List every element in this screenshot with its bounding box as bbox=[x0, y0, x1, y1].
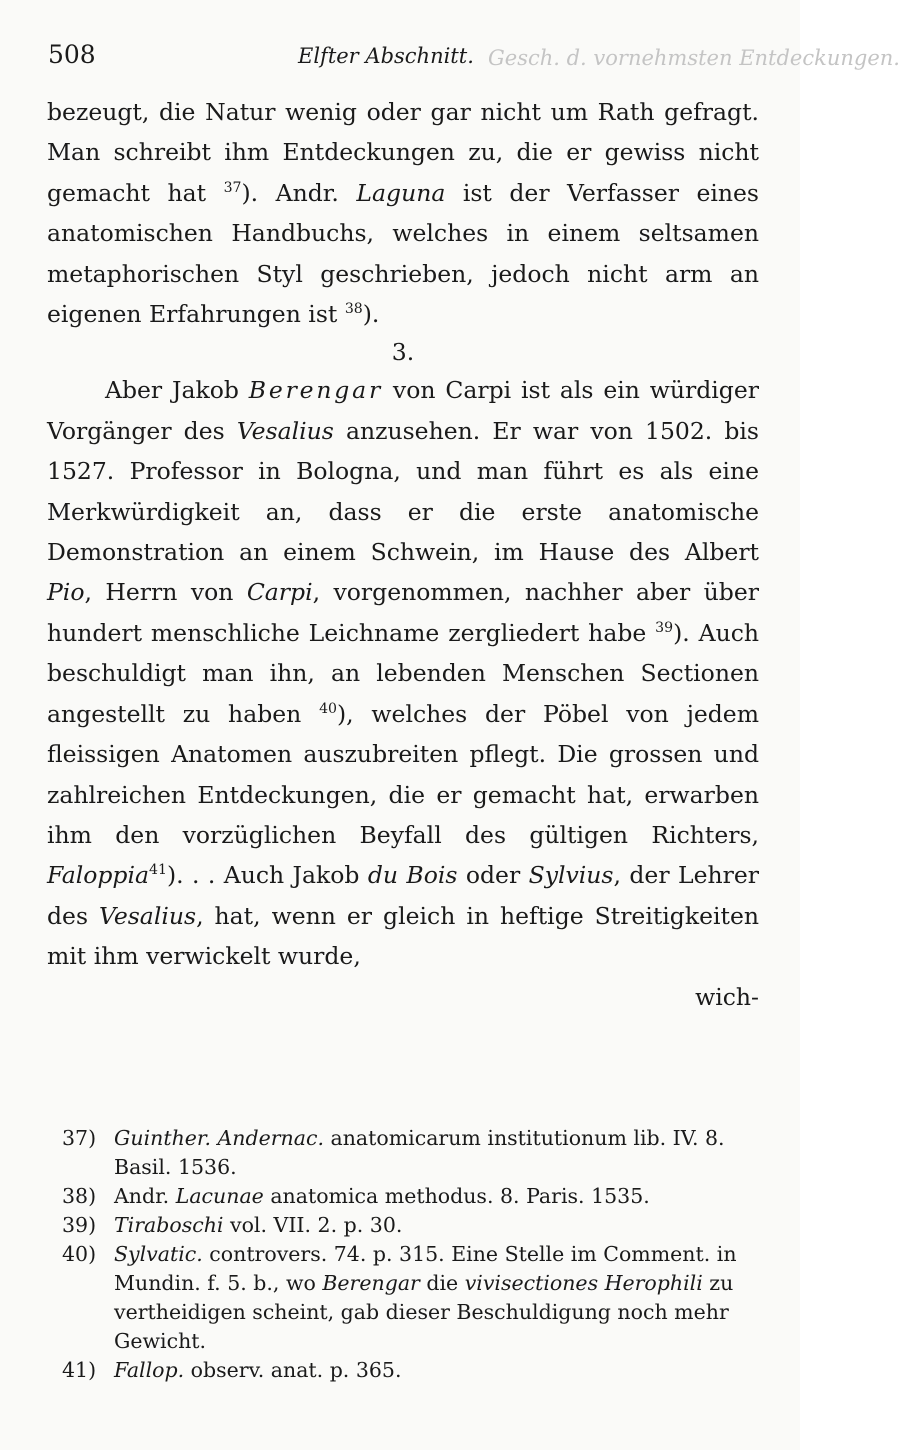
footnote-text: die bbox=[419, 1271, 465, 1295]
page-number: 508 bbox=[48, 40, 96, 69]
footnote-author: Lacunae bbox=[175, 1184, 264, 1208]
text-run: oder bbox=[457, 861, 529, 890]
name-pio: Pio bbox=[47, 578, 85, 607]
name-laguna: Laguna bbox=[356, 178, 446, 207]
text-run: ), welches der Pöbel von jedem fleissigen Anatomen auszubreiten pflegt. Die grossen und zahlreichen Entdeckungen, die er gemacht hat, erwarben ihm den vorzüglichen Beyfall des gültigen Richters, bbox=[47, 699, 760, 849]
footnote-text: zu vertheidigen scheint, gab dieser Beschuldigung noch mehr Gewicht. bbox=[114, 1271, 734, 1353]
name-vesalius: Vesalius bbox=[99, 901, 197, 930]
text-run: ). bbox=[362, 300, 380, 329]
footnote-number: 38) bbox=[62, 1184, 97, 1208]
text-run: von Carpi ist als ein würdiger Vorgänger des bbox=[47, 376, 759, 445]
footnote-40 bbox=[62, 1240, 758, 1356]
footnote-39 bbox=[62, 1211, 758, 1240]
name-sylvius: Sylvius bbox=[528, 861, 614, 890]
text-run: ). . . Auch Jakob bbox=[166, 861, 368, 890]
footnote-author: Tiraboschi bbox=[114, 1213, 224, 1237]
name-carpi: Carpi bbox=[246, 578, 313, 607]
running-title: Elfter Abschnitt. bbox=[298, 44, 474, 68]
footnote-ref-38: 38 bbox=[344, 301, 363, 318]
text-run: , hat, wenn er gleich in heftige Streitigkeiten mit ihm verwickelt wurde, bbox=[47, 901, 760, 971]
footnote-ref-37: 37 bbox=[223, 179, 242, 196]
page-header bbox=[48, 40, 900, 80]
paragraph-2 bbox=[47, 370, 759, 976]
name-faloppia: Faloppia bbox=[47, 861, 149, 890]
text-run: , vorgenommen, nachher aber über hundert menschliche Leichname zergliedert habe bbox=[47, 578, 759, 647]
name-du-bois: du Bois bbox=[367, 861, 458, 890]
footnote-number: 37) bbox=[62, 1126, 97, 1150]
text-run: anzusehen. Er war von 1502. bis 1527. Professor in Bologna, und man führt es als eine Merkwürdigkeit an, dass er die erste anatomische Demonstration an einem Schwein, im Hause des Albert bbox=[47, 416, 759, 567]
text-run: , der Lehrer des bbox=[47, 861, 759, 930]
footnote-text: controvers. 74. p. 315. Eine Stelle im Comment. in Mundin. f. 5. b., wo bbox=[114, 1242, 737, 1295]
name-vesalius: Vesalius bbox=[236, 416, 334, 445]
section-number: 3. bbox=[391, 338, 415, 367]
footnote-number: 40) bbox=[62, 1242, 97, 1266]
footnote-number: 39) bbox=[62, 1213, 97, 1237]
footnotes bbox=[62, 1124, 758, 1385]
text-run: Aber Jakob bbox=[105, 376, 249, 405]
text-run: ist der Verfasser eines anatomischen Handbuchs, welches in einem seltsamen metaphorischen Styl geschrieben, jedoch nicht arm an eigenen Erfahrungen ist bbox=[47, 178, 759, 329]
footnote-38 bbox=[62, 1182, 758, 1211]
name-berengar: Berengar bbox=[248, 376, 384, 405]
footnote-text: observ. anat. p. 365. bbox=[184, 1358, 402, 1382]
footnote-author: Sylvatic. bbox=[114, 1242, 203, 1266]
text-run: ). Auch beschuldigt man ihn, an lebenden Menschen Sectionen angestellt zu haben bbox=[47, 618, 759, 728]
footnote-ref-40: 40 bbox=[319, 700, 338, 717]
footnote-text: vol. VII. 2. p. 30. bbox=[223, 1213, 403, 1237]
catchword: wich- bbox=[695, 982, 759, 1011]
footnote-author: Fallop. bbox=[114, 1358, 185, 1382]
paragraph-1 bbox=[47, 92, 759, 334]
footnote-name: vivisectiones Herophili bbox=[464, 1271, 703, 1295]
footnote-name: Berengar bbox=[322, 1271, 420, 1295]
text-run: bezeugt, die Natur wenig oder gar nicht um Rath gefragt. Man schreibt ihm Entdeckungen zu, die er gewiss nicht gemacht hat bbox=[47, 98, 759, 207]
footnote-37 bbox=[62, 1124, 758, 1182]
text-run: , Herrn von bbox=[84, 578, 247, 607]
footnote-ref-41: 41 bbox=[149, 862, 167, 879]
footnote-author: Guinther. Andernac. bbox=[114, 1126, 324, 1150]
bleed-through-text: Gesch. d. vornehmsten Entdeckungen. bbox=[488, 46, 900, 70]
main-text bbox=[47, 92, 759, 1017]
footnote-number: 41) bbox=[62, 1358, 97, 1382]
footnote-text: anatomica methodus. 8. Paris. 1535. bbox=[263, 1184, 650, 1208]
footnote-text: anatomicarum institutionum lib. IV. 8. Basil. 1536. bbox=[114, 1126, 725, 1179]
text-run: ). Andr. bbox=[241, 178, 357, 207]
footnote-41 bbox=[62, 1356, 758, 1385]
footnote-ref-39: 39 bbox=[655, 620, 674, 637]
footnote-text: Andr. bbox=[114, 1184, 176, 1208]
